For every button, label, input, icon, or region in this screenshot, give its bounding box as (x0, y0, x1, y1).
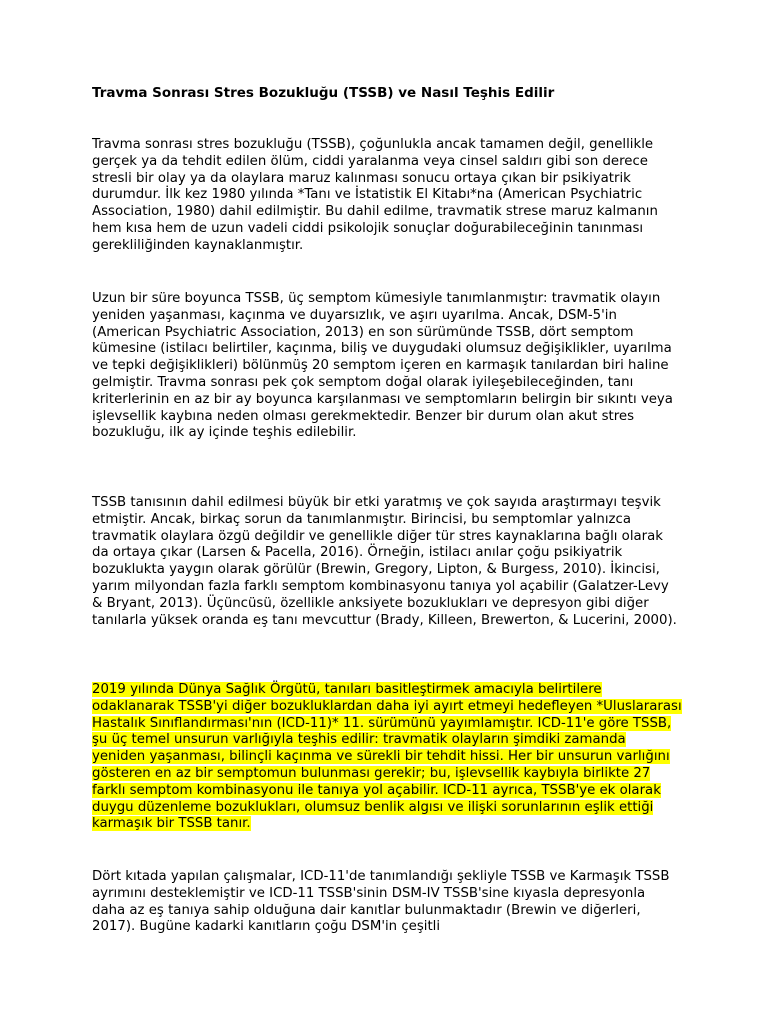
paragraph-studies (92, 869, 682, 936)
paragraph-diagnosis-issues (92, 495, 682, 629)
highlighted-text: 2019 yılında Dünya Sağlık Örgütü, tanıları basitleştirmek amacıyla belirtilere odaklanarak TSSB'yi diğer bozukluklardan daha iyi ayırt etmeyi hedefleyen *Uluslararası Hastalık Sınıflandırması'nın (ICD-11)* 11. sürümünü yayımlamıştır. ICD-11'e göre TSSB, şu üç temel unsurun varlığıyla teşhis edilir: travmatik olayların şimdiki zamanda yeniden yaşanması, bilinçli kaçınma ve sürekli bir tehdit hissi. Her bir unsurun varlığını gösteren en az bir semptomun bulunması gerekir; bu, işlevsellik kaybıyla birlikte 27 farklı semptom kombinasyonu ile tanıya yol açabilir. ICD-11 ayrıca, TSSB'ye ek olarak duygu düzenleme bozuklukları, olumsuz benlik algısı ve ilişki sorunlarının eşlik ettiği karmaşık bir TSSB tanır. (92, 682, 682, 832)
document-title: Travma Sonrası Stres Bozukluğu (TSSB) ve Nasıl Teşhis Edilir (92, 85, 555, 101)
paragraph-text: Uzun bir süre boyunca TSSB, üç semptom kümesiyle tanımlanmıştır: travmatik olayın yeniden yaşanması, kaçınma ve duyarsızlık, ve aşırı uyarılma. Ancak, DSM-5'in (American Psychiatric Association, 2013) en son sürümünde TSSB, dört semptom kümesine (istilacı belirtiler, kaçınma, biliş ve duygudaki olumsuz değişiklikler, uyarılma ve tepki değişiklikleri) bölünmüş 20 semptom içeren en karmaşık tanılardan biri haline gelmiştir. Travma sonrası pek çok semptom doğal olarak iyileşebileceğinden, tanı kriterlerinin en az bir ay boyunca karşılanması ve semptomların belirgin bir sıkıntı veya işlevsellik kaybına neden olması gerekmektedir. Benzer bir durum olan akut stres bozukluğu, ilk ay içinde teşhis edilebilir. (92, 291, 673, 441)
paragraph-icd11-highlighted (92, 682, 682, 833)
paragraph-text: TSSB tanısının dahil edilmesi büyük bir etki yaratmış ve çok sayıda araştırmayı teşvik etmiştir. Ancak, birkaç sorun da tanımlanmıştır. Birincisi, bu semptomlar yalnızca travmatik olaylara özgü değildir ve genellikle diğer tür stres kaynaklarına bağlı olarak da ortaya çıkar (Larsen & Pacella, 2016). Örneğin, istilacı anılar çoğu psikiyatrik bozuklukta yaygın olarak görülür (Brewin, Gregory, Lipton, & Burgess, 2010). İkincisi, yarım milyondan fazla farklı semptom kombinasyonu tanıya yol açabilir (Galatzer-Levy & Bryant, 2013). Üçüncüsü, özellikle anksiyete bozuklukları ve depresyon gibi diğer tanılarla yüksek oranda eş tanı mevcuttur (Brady, Killeen, Brewerton, & Lucerini, 2000). (92, 495, 677, 628)
paragraph-intro (92, 137, 682, 255)
paragraph-text: Travma sonrası stres bozukluğu (TSSB), çoğunlukla ancak tamamen değil, genellikle gerçek ya da tehdit edilen ölüm, ciddi yaralanma veya cinsel saldırı gibi son derece stresli bir olay ya da olaylara maruz kalınması sonucu ortaya çıkan bir psikiyatrik durumdur. İlk kez 1980 yılında *Tanı ve İstatistik El Kitabı*na (American Psychiatric Association, 1980) dahil edilmiştir. Bu dahil edilme, travmatik strese maruz kalmanın hem kısa hem de uzun vadeli ciddi psikolojik sonuçlar doğurabileceğinin tanınması gerekliliğinden kaynaklanmıştır. (92, 137, 658, 253)
paragraph-symptom-clusters (92, 291, 682, 442)
paragraph-text: Dört kıtada yapılan çalışmalar, ICD-11'de tanımlandığı şekliyle TSSB ve Karmaşık TSSB ayrımını desteklemiştir ve ICD-11 TSSB'sinin DSM-IV TSSB'sine kıyasla depresyonla daha az eş tanıya sahip olduğuna dair kanıtlar bulunmaktadır (Brewin ve diğerleri, 2017). Bugüne kadarki kanıtların çoğu DSM'in çeşitli (92, 869, 670, 935)
